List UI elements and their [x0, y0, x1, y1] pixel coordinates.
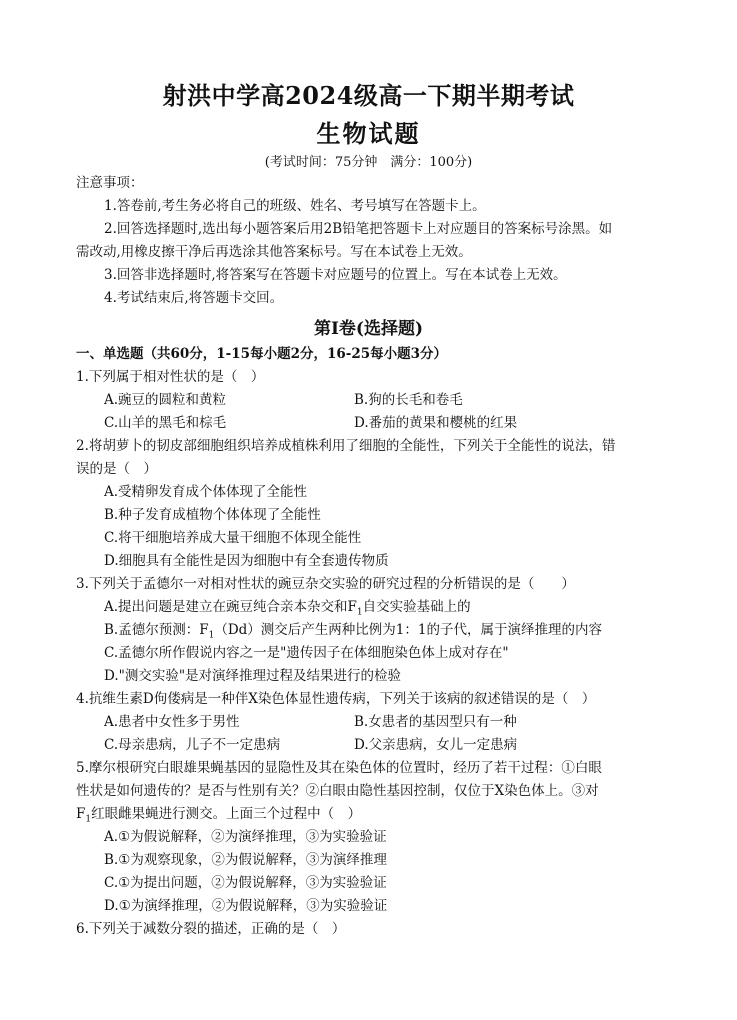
q3-option-a-text: A.提出问题是建立在豌豆纯合亲本杂交和F	[104, 599, 357, 615]
q2-option-c: C.将干细胞培养成大量干细胞不体现全能性	[104, 530, 362, 546]
q5-option-a: A.①为假说解释，②为演绎推理，③为实验验证	[104, 829, 387, 845]
q3-option-b-sub: 1	[208, 630, 215, 641]
subject-title: 生物试题	[316, 119, 421, 148]
section-title: 第Ⅰ卷(选择题)	[313, 319, 424, 339]
q3-option-a	[104, 598, 471, 622]
notice-item-4: 4.考试结束后,将答题卡交回。	[104, 290, 284, 306]
notice-item-3: 3.回答非选择题时,将答案写在答题卡对应题号的位置上。写在本试卷上无效。	[104, 267, 567, 283]
q4-stem: 4.抗维生素D佝偻病是一种伴X染色体显性遗传病，下列关于该病的叙述错误的是（ ）	[76, 691, 596, 707]
q4-option-d: D.父亲患病，女儿一定患病	[354, 737, 518, 753]
q2-stem-line1: 2.将胡萝卜的韧皮部细胞组织培养成植株利用了细胞的全能性，下列关于全能性的说法，错	[76, 438, 616, 454]
q5-option-d: D.①为演绎推理，②为假说解释，③为实验验证	[104, 898, 388, 914]
q3-option-a-text-end: 自交实验基础上的	[362, 599, 471, 615]
q1-stem: 1.下列属于相对性状的是（ ）	[76, 369, 265, 385]
q3-option-a-sub: 1	[356, 607, 363, 618]
q3-option-b-text: B.孟德尔预测：F	[104, 622, 209, 638]
q3-stem: 3.下列关于孟德尔一对相对性状的豌豆杂交实验的研究过程的分析错误的是（ ）	[76, 576, 575, 592]
q3-option-c: C.孟德尔所作假说内容之一是"遗传因子在体细胞染色体上成对存在"	[104, 645, 509, 661]
part-heading: 一、单选题（共60分，1-15每小题2分，16-25每小题3分）	[76, 346, 448, 362]
q3-option-b-text-end: （Dd）测交后产生两种比例为1：1的子代，属于演绎推理的内容	[214, 622, 602, 638]
q4-option-b: B.女患者的基因型只有一种	[354, 714, 517, 730]
q5-stem-line3-text: F	[76, 806, 86, 822]
q3-option-b	[104, 621, 602, 645]
q5-stem-line3	[76, 805, 361, 829]
q3-option-d: D."测交实验"是对演绎推理过程及结果进行的检验	[104, 668, 402, 684]
notice-item-2-cont: 需改动,用橡皮擦干净后再选涂其他答案标号。写在本试卷上无效。	[76, 244, 472, 260]
notice-item-2: 2.回答选择题时,选出每小题答案后用2B铅笔把答题卡上对应题目的答案标号涂黑。如	[104, 221, 613, 237]
q1-option-c: C.山羊的黑毛和棕毛	[104, 415, 227, 431]
q1-option-b: B.狗的长毛和卷毛	[354, 392, 463, 408]
q2-stem-line2: 误的是（ ）	[76, 461, 157, 477]
notice-heading: 注意事项：	[76, 175, 144, 191]
q5-option-c: C.①为提出问题，②为假说解释，③为实验验证	[104, 875, 387, 891]
q4-option-c: C.母亲患病，儿子不一定患病	[104, 737, 281, 753]
exam-title: 射洪中学高2024级高一下期半期考试	[162, 81, 575, 110]
q1-option-d: D.番茄的黄果和樱桃的红果	[354, 415, 518, 431]
q5-stem-line3-text-end: 红眼雌果蝇进行测交。上面三个过程中（ ）	[91, 806, 362, 822]
q5-stem-line1: 5.摩尔根研究白眼雄果蝇基因的显隐性及其在染色体的位置时，经历了若干过程：①白眼	[76, 760, 602, 776]
q2-option-a: A.受精卵发育成个体体现了全能性	[104, 484, 308, 500]
q5-option-b: B.①为观察现象，②为假说解释，③为演绎推理	[104, 852, 387, 868]
q5-stem-line3-sub: 1	[85, 814, 92, 825]
q2-option-d: D.细胞具有全能性是因为细胞中有全套遗传物质	[104, 553, 389, 569]
q5-stem-line2: 性状是如何遗传的？是否与性别有关？②白眼由隐性基因控制，仅位于X染色体上。③对	[76, 783, 599, 799]
q2-option-b: B.种子发育成植物个体体现了全能性	[104, 507, 321, 523]
notice-item-1: 1.答卷前,考生务必将自己的班级、姓名、考号填写在答题卡上。	[104, 198, 486, 214]
q1-option-a: A.豌豆的圆粒和黄粒	[104, 392, 227, 408]
exam-info: (考试时间：75分钟 满分：100分)	[264, 155, 473, 170]
q4-option-a: A.患者中女性多于男性	[104, 714, 240, 730]
q6-stem: 6.下列关于减数分裂的描述，正确的是（ ）	[76, 921, 346, 937]
